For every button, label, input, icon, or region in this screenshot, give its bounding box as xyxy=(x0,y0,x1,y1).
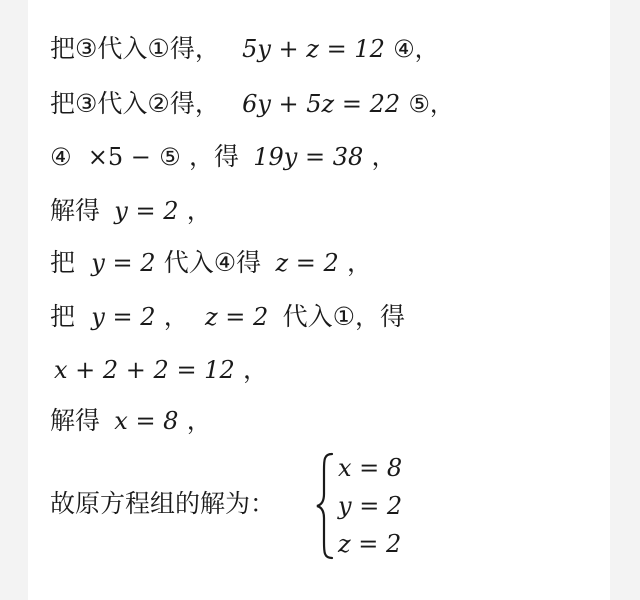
conclusion-text: 故原方程组的解为： xyxy=(50,489,276,518)
step-line-8 xyxy=(50,401,212,441)
step-line-1 xyxy=(50,29,439,69)
step-8-text: 解得 xyxy=(50,406,101,435)
step-line-3 xyxy=(50,137,397,177)
step-5-comma: ， xyxy=(346,248,372,277)
solution-system xyxy=(314,450,434,562)
step-5-equation-y: y = 2 xyxy=(91,249,156,277)
step-3-text: ，得 xyxy=(188,142,239,171)
step-line-2 xyxy=(50,84,454,124)
step-8-comma: ， xyxy=(186,406,212,435)
step-7-equation: x + 2 + 2 = 12 xyxy=(54,356,235,384)
step-4-text: 解得 xyxy=(50,196,101,225)
step-4-equation: y = 2 xyxy=(114,197,179,225)
solution-x: x = 8 xyxy=(338,454,403,482)
step-1-text: 把③代入①得， xyxy=(50,34,220,63)
left-brace-icon xyxy=(314,450,336,562)
step-6-equation-y: y = 2 xyxy=(91,303,156,331)
circled-4: ④ xyxy=(50,143,72,171)
step-line-5 xyxy=(50,243,372,283)
step-1-equation: 5y + z = 12 xyxy=(242,35,385,63)
step-6-text-mid: 代入①，得 xyxy=(282,302,405,331)
step-line-4 xyxy=(50,191,212,231)
step-5-text: 把 xyxy=(50,248,76,277)
step-4-comma: ， xyxy=(186,196,212,225)
step-6-separator: ， xyxy=(163,302,189,331)
step-6-text: 把 xyxy=(50,302,76,331)
step-5-equation-z: z = 2 xyxy=(275,249,339,277)
step-7-comma: ， xyxy=(242,355,268,384)
step-3-comma: ， xyxy=(371,142,397,171)
step-3-operation: ×5 − xyxy=(87,143,151,171)
step-3-equation: 19y = 38 xyxy=(253,143,364,171)
step-1-label: ④， xyxy=(393,35,439,63)
step-line-7 xyxy=(54,350,268,390)
step-8-equation: x = 8 xyxy=(114,407,179,435)
solution-y: y = 2 xyxy=(338,492,403,520)
step-2-text: 把③代入②得， xyxy=(50,89,220,118)
circled-5: ⑤ xyxy=(159,143,181,171)
document-page xyxy=(28,0,610,600)
step-line-9 xyxy=(50,484,275,524)
step-line-6 xyxy=(50,297,405,337)
step-2-label: ⑤， xyxy=(408,90,454,118)
solution-z: z = 2 xyxy=(338,530,402,558)
step-5-text-mid: 代入④得 xyxy=(163,248,262,277)
step-6-equation-z: z = 2 xyxy=(205,303,269,331)
step-2-equation: 6y + 5z = 22 xyxy=(242,90,401,118)
